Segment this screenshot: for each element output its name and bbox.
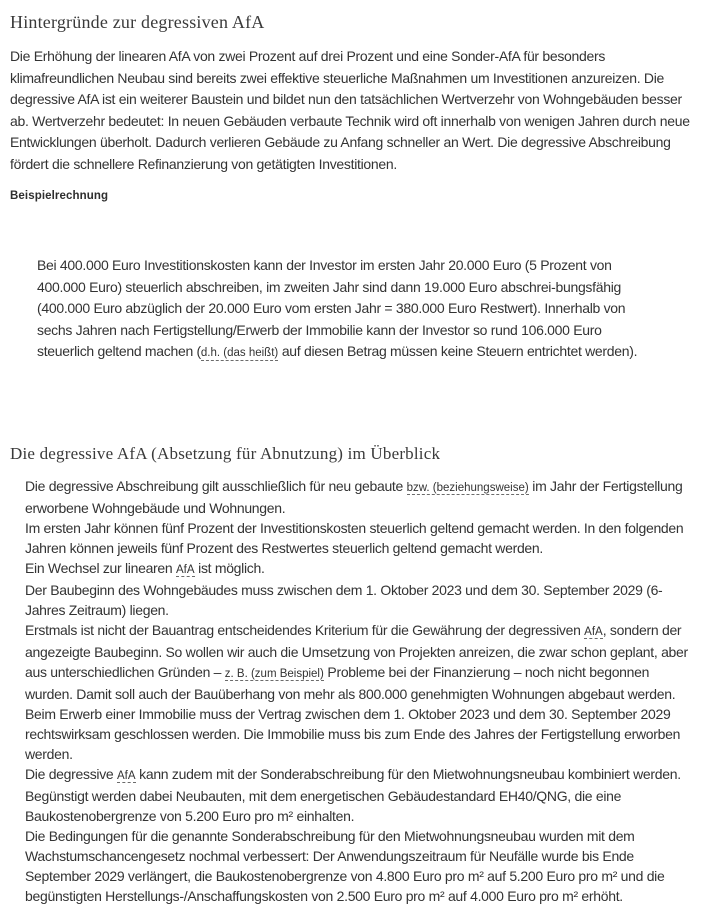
abbreviation: AfA [176,563,195,576]
abbreviation: bzw. (beziehungsweise) [406,481,529,494]
text-segment: Ein Wechsel zur linearen [25,559,176,576]
text-segment: Erstmals ist nicht der Bauantrag entscheidendes Kriterium für die Gewährung der degressiven [25,621,585,638]
abbreviation: z. B. (zum Beispiel) [224,667,324,680]
text-segment: Der Baubeginn des Wohngebäudes muss zwischen dem 1. Oktober 2023 und dem 30. September 2029 (6-Jahres Zeitraum) liegen. [25,581,663,618]
list-item [25,580,696,620]
section2-heading: Die degressive AfA (Absetzung für Abnutzung) im Überblick [10,443,441,463]
text-segment: im Jahr der Fertigstellung erworbene Wohngebäude und Wohnungen. [25,477,683,516]
text-segment: Beim Erwerb einer Immobilie muss der Vertrag zwischen dem 1. Oktober 2023 und dem 30. September 2029 rechtswirksam geschlossen werden. Die Immobilie muss bis zum Ende des Jahres der Fertigstellung erworben werden. [25,705,681,762]
list-item [25,518,696,558]
text-segment: Bei 400.000 Euro Investitionskosten kann der Investor im ersten Jahr 20.000 Euro (5 Prozent von 400.000 Euro) steuerlich abschreiben, im zweiten Jahr sind dann 19.000 Euro abschrei-bungsfähig (400.000 Euro abzüglich der 20.000 Euro vom ersten Jahr = 380.000 Euro Restwert). Innerhalb von sechs Jahren nach Fertigstellung/Erwerb der Immobilie kann der Investor so rund 106.000 Euro steuerlich geltend machen ( [37,257,626,359]
list-item [25,620,696,704]
abbreviation: AfA [584,625,603,638]
list-item [25,826,696,906]
text-segment: Probleme bei der Finanzierung – noch nicht begonnen wurden. Damit soll auch der Bauüberhang von mehr als 800.000 genehmigten Wohnungen abgebaut werden. [25,663,676,702]
text-segment: , sondern der angezeigte Baubeginn. So wollen wir auch die Umsetzung von Projekten anreizen, die zwar schon geplant, aber aus unterschiedlichen Gründen – [25,621,688,680]
section1-heading: Hintergründe zur degressiven AfA [10,12,265,32]
example-calculation [37,255,655,365]
text-segment: Die Bedingungen für die genannte Sonderabschreibung für den Mietwohnungsneubau wurden mit dem Wachstumschancengesetz nochmal verbessert: Der Anwendungszeitraum für Neufälle wurde bis Ende September 2029 verlängert, die Baukostenobergrenze von 4.800 Euro pro m² auf 5.200 Euro pro m² und die begünstigten Herstellungs-/Anschaffungskosten von 2.500 Euro pro m² auf 4.000 Euro pro m² erhöht. [25,827,665,904]
list-item [25,558,696,580]
overview-list [10,476,696,906]
intro-paragraph: Die Erhöhung der linearen AfA von zwei Prozent auf drei Prozent und eine Sonder-AfA für besonders klimafreundlichen Neubau sind bereits zwei effektive steuerliche Maßnahmen um Investitionen anzureizen. Die degressive AfA ist ein weiterer Baustein und bildet nun den tatsächlichen Wertverzehr von Wohngebäuden besser ab. Wertverzehr bedeutet: In neuen Gebäuden verbaute Technik wird oft innerhalb von wenigen Jahren durch neue Entwicklungen überholt. Dadurch verlieren Gebäude zu Anfang schneller an Wert. Die degressive Abschreibung fördert die schnellere Refinanzierung von getätigten Investitionen. [10,48,690,172]
list-item [25,704,696,764]
example-label: Beispielrechnung [10,190,109,202]
list-item [25,764,696,826]
text-segment: Die degressive Abschreibung gilt ausschließlich für neu gebaute [25,477,407,494]
text-segment: auf diesen Betrag müssen keine Steuern entrichtet werden). [278,343,638,359]
abbreviation: AfA [117,769,136,782]
abbreviation: d.h. (das heißt) [200,347,279,359]
text-segment: Im ersten Jahr können fünf Prozent der Investitionskosten steuerlich geltend gemacht werden. In den folgenden Jahren können jeweils fünf Prozent des Restwertes steuerlich geltend gemacht werden. [25,519,684,556]
list-item [25,476,696,518]
text-segment: kann zudem mit der Sonderabschreibung für den Mietwohnungsneubau kombiniert werden. Begünstigt werden dabei Neubauten, mit dem energetischen Gebäudestandard EH40/QNG, die eine Baukostenobergrenze von 5.200 Euro pro m² einhalten. [25,765,681,824]
text-segment: ist möglich. [194,559,265,576]
text-segment: Die degressive [25,765,117,782]
